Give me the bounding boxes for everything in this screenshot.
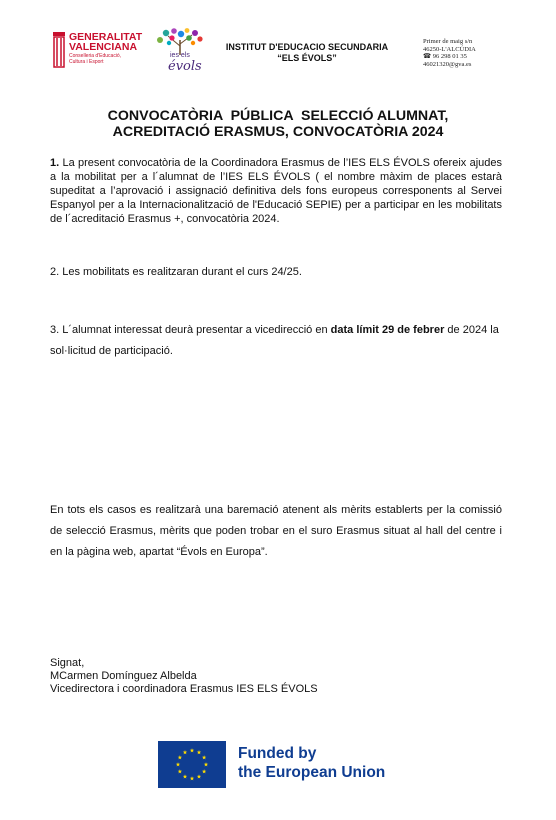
signatory-role: Vicedirectora i coordinadora Erasmus IES ELS ÉVOLS <box>50 683 318 695</box>
institute-name-line1: INSTITUT D'EDUCACIO SECUNDARIA <box>225 42 389 52</box>
paragraph-3-deadline: data límit 29 de febrer <box>330 324 445 336</box>
ies-els-evols-logo <box>148 28 210 76</box>
eu-funding-line1: Funded by <box>238 745 317 762</box>
paragraph-1-text: La present convocatòria de la Coordinadora Erasmus de l’IES ELS ÉVOLS ofereix ajudes a la mobilitat per a l´alumnat de l’IES ELS ÉVOLS ( el nombre màxim de places estarà supeditat a l’aprovació i assignació definitiva dels fons europeus corresponents al Servei Espanyol per a la Internacionalització de l'Educació SEPIE) per a participar en les mobilitats de l´acreditació Erasmus +, convocatòria 2024. <box>50 157 502 225</box>
paragraph-1 <box>50 156 502 226</box>
signatory-name: MCarmen Domínguez Albelda <box>50 670 197 682</box>
school-address <box>423 38 533 68</box>
gva-name-line1: GENERALITAT <box>69 31 143 43</box>
signature-label: Signat, <box>50 657 85 669</box>
paragraph-3-text-after: de 2024 la sol·licitud de participació. <box>50 324 499 357</box>
document-title <box>40 108 516 140</box>
paragraph-4: En tots els casos es realitzarà una baremació atenent als mèrits establerts per la comissió de selecció Erasmus, mèrits que poden trobar en el suro Erasmus situat al hall del centre i en la pàgina web, apartat “Évols en Europa”. <box>50 504 502 558</box>
address-city: 46250-L'ALCÚDIA <box>423 45 476 53</box>
paragraph-3-text-before: 3. L´alumnat interessat deurà presentar a vicedirecció en <box>50 324 331 336</box>
paragraph-3 <box>50 320 502 362</box>
generalitat-emblem-icon <box>52 32 66 70</box>
eu-funding-line2: the European Union <box>238 764 386 781</box>
school-logo-small-text: ies els <box>170 52 190 59</box>
school-logo-big-text: évols <box>168 59 202 74</box>
gva-name-line2: VALENCIANA <box>69 41 138 53</box>
institute-name <box>212 42 402 64</box>
generalitat-valenciana-logo <box>52 30 143 74</box>
gva-department-line2: Cultura i Esport <box>69 58 104 65</box>
paragraph-1-number: 1. <box>50 157 60 169</box>
eu-flag-icon <box>158 741 226 788</box>
address-street: Primer de maig s/n <box>423 38 473 45</box>
paragraph-2: 2. Les mobilitats es realitzaran durant el curs 24/25. <box>50 266 302 278</box>
title-line1: CONVOCATÒRIA PÚBLICA SELECCIÓ ALUMNAT, <box>107 108 449 124</box>
gva-department-line1: Conselleria d'Educació, <box>69 53 122 59</box>
address-phone: ☎ 96 298 01 35 <box>423 53 467 61</box>
title-line2: ACREDITACIÓ ERASMUS, CONVOCATÒRIA 2024 <box>112 124 444 140</box>
address-email: 46021320@gva.es <box>423 60 472 68</box>
signature-block <box>50 657 318 696</box>
eu-funding-text <box>238 744 385 782</box>
institute-name-line2: “ELS ÉVOLS” <box>277 53 337 63</box>
